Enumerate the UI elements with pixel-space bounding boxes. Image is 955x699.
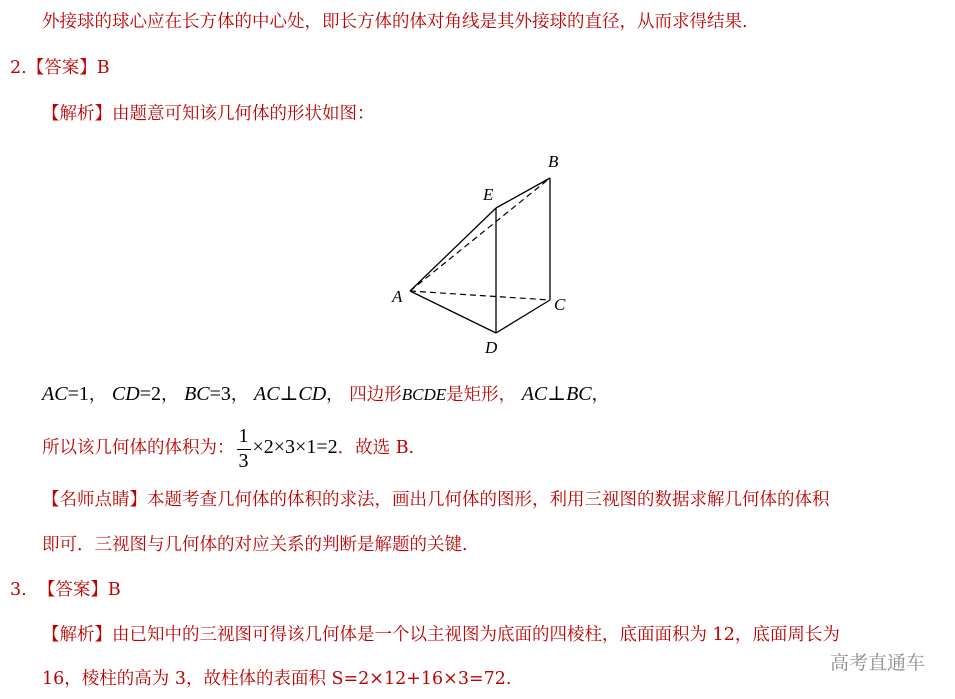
cond-ac-2: AC bbox=[254, 383, 280, 405]
edge-EB bbox=[496, 178, 550, 208]
edge-DC bbox=[496, 300, 550, 333]
cond-shape-text: 四边形 bbox=[349, 385, 402, 405]
edge-AE bbox=[410, 208, 496, 291]
label-B: B bbox=[548, 152, 559, 171]
edge-AB-dashed bbox=[410, 178, 550, 291]
q2-analysis-label: 【解析】 bbox=[42, 104, 112, 124]
q3-analysis-line2: 16，棱柱的高为 3，故柱体的表面积 S=2×12+16×3=72. bbox=[42, 669, 512, 689]
cond-sep1: ， bbox=[88, 385, 107, 405]
cond-sep3: ， bbox=[230, 385, 249, 405]
cond-sep4: ， bbox=[326, 385, 344, 405]
q2-volume-line bbox=[42, 420, 414, 474]
cond-perp1: ⊥ bbox=[279, 383, 299, 405]
edge-AC-dashed bbox=[410, 291, 550, 300]
choose-text: ．故选 B. bbox=[337, 438, 415, 458]
q2-analysis-line bbox=[42, 102, 375, 126]
q3-answer: B bbox=[107, 580, 121, 600]
q3-answer-line bbox=[10, 578, 121, 602]
cond-sep2: ， bbox=[161, 385, 179, 405]
edge-AD bbox=[410, 291, 496, 333]
cond-eq1: =1 bbox=[67, 383, 89, 405]
q2-analysis-text: 由题意可知该几何体的形状如图： bbox=[112, 104, 375, 124]
cond-ac: AC bbox=[42, 383, 68, 405]
cond-bcde: BCDE bbox=[401, 385, 447, 404]
cond-eq2: =2 bbox=[139, 383, 161, 405]
p1-text: 外接球的球心应在长方体的中心处，即长方体的体对角线是其外接球的直径，从而求得结果. bbox=[42, 12, 748, 32]
q3-analysis-line1 bbox=[42, 623, 840, 647]
cond-cd-2: CD bbox=[298, 383, 327, 405]
q2-number: 2. bbox=[10, 58, 27, 78]
watermark: 高考直通车 bbox=[829, 652, 925, 674]
tip-label: 【名师点睛】 bbox=[42, 490, 147, 510]
label-C: C bbox=[554, 295, 566, 314]
cond-bc-2: BC bbox=[566, 383, 592, 405]
q2-answer: B bbox=[96, 58, 110, 78]
label-A: A bbox=[392, 287, 403, 306]
cond-eq3: =3 bbox=[209, 383, 231, 405]
q2-tip-line1 bbox=[42, 488, 830, 512]
cond-perp2: ⊥ bbox=[547, 383, 567, 405]
label-E: E bbox=[483, 185, 494, 204]
q3-analysis-text1: 由已知中的三视图可得该几何体是一个以主视图为底面的四棱柱，底面面积为 12，底面周长为 bbox=[112, 625, 840, 645]
tip-text1: 本题考查几何体的体积的求法，画出几何体的图形，利用三视图的数据求解几何体的体积 bbox=[147, 490, 830, 510]
q3-number: 3. bbox=[10, 580, 27, 600]
cond-cd: CD bbox=[111, 383, 140, 405]
volume-text: 所以该几何体的体积为： bbox=[42, 438, 235, 458]
q3-answer-label: 【答案】 bbox=[37, 580, 108, 600]
cond-ac-3: AC bbox=[521, 383, 548, 405]
fraction-numerator: 1 bbox=[238, 424, 249, 447]
cond-bc: BC bbox=[184, 383, 210, 405]
q2-tip-line2: 即可．三视图与几何体的对应关系的判断是解题的关键. bbox=[42, 535, 468, 555]
q3-analysis-label: 【解析】 bbox=[42, 625, 112, 645]
q2-answer-line bbox=[10, 56, 110, 80]
geometry-figure bbox=[380, 150, 580, 360]
label-D: D bbox=[485, 338, 498, 357]
cond-sep5: ， bbox=[591, 385, 610, 405]
volume-expr: ×2×3×1=2 bbox=[252, 436, 338, 458]
q2-conditions bbox=[42, 382, 609, 407]
cond-rect-text: 是矩形， bbox=[446, 385, 517, 405]
q2-answer-label: 【答案】 bbox=[26, 58, 97, 78]
fraction-denominator: 3 bbox=[238, 449, 249, 472]
fraction-one-third bbox=[237, 424, 251, 474]
